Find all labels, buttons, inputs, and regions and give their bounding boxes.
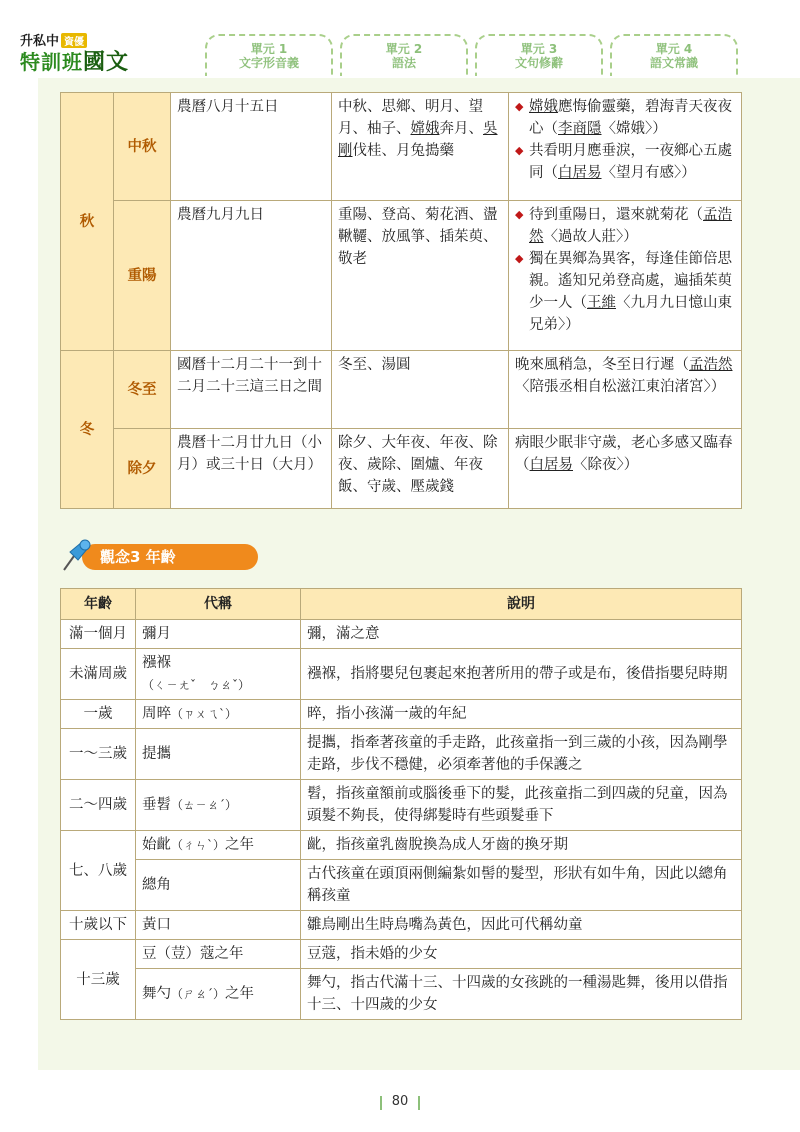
table-row: 十三歲 豆（荳）蔻之年 豆蔻，指未婚的少女 [61,940,742,969]
tab-unit-3[interactable]: 單元 3 文句修辭 [475,34,603,76]
festival-poems [509,93,742,201]
festival-date: 農曆九月九日 [171,201,332,351]
table-row [61,351,742,429]
festival-customs: 除夕、大年夜、年夜、除夜、歲除、圍爐、年夜飯、守歲、壓歲錢 [332,429,509,509]
table-row [61,429,742,509]
festival-customs: 中秋、思鄉、明月、望月、柚子、嫦娥奔月、吳剛伐桂、月兔搗藥 [332,93,509,201]
festival-table [60,92,742,509]
poem-item: ◆ 嫦娥應悔偷靈藥，碧海青天夜夜心（李商隱〈嫦娥〉） [515,96,735,140]
unit-tabs [205,34,800,78]
brand-badge: 資優 [61,33,87,48]
festival-poems: 晚來風稍急，冬至日行遲（孟浩然〈陪張丞相自松滋江東泊渚宮〉） [509,351,742,429]
festival-name: 中秋 [114,93,171,201]
festival-date: 國曆十二月二十一到十二月二十三這三日之間 [171,351,332,429]
table-row: 七、八歲 始齔（ㄔㄣˋ）之年 齔，指孩童乳齒脫換為成人牙齒的換牙期 [61,831,742,860]
table-row: 滿一個月 彌月 彌，滿之意 [61,620,742,649]
table-row: 未滿周歲 襁褓 （ㄑㄧㄤˇ ㄅㄠˇ） 襁褓，指將嬰兒包裹起來抱著所用的帶子或是布，後借指嬰兒時期 [61,649,742,700]
tab-unit-2[interactable]: 單元 2 語法 [340,34,468,76]
festival-name: 冬至 [114,351,171,429]
table-row: 總角 古代孩童在頭頂兩側編紮如髻的髮型，形狀有如牛角，因此以總角稱孩童 [61,860,742,911]
table-row: 舞勺（ㄕㄠˊ）之年 舞勺，指古代滿十三、十四歲的女孩跳的一種湯匙舞，後用以借指十三、十四歲的少女 [61,969,742,1020]
poem-item: ◆ 共看明月應垂淚，一夜鄉心五處同（白居易〈望月有感〉） [515,140,735,184]
festival-customs: 重陽、登高、菊花酒、盪鞦韆、放風箏、插茱萸、敬老 [332,201,509,351]
festival-name: 除夕 [114,429,171,509]
column-header-age: 年齡 [61,589,136,620]
column-header-name: 代稱 [136,589,301,620]
brand-prefix: 升私中 [20,34,60,49]
tab-unit-4[interactable]: 單元 4 語文常識 [610,34,738,76]
page-header [0,0,800,80]
festival-date: 農曆八月十五日 [171,93,332,201]
concept-label: 觀念3 年齡 [82,544,258,570]
concept-heading [58,538,268,578]
table-row: 二～四歲 垂髫（ㄊㄧㄠˊ） 髫，指孩童額前或腦後垂下的髮，此孩童指二到四歲的兒童，因為頭髮不夠長，使得綁髮時有些頭髮垂下 [61,780,742,831]
page-footer [0,1070,800,1132]
season-autumn: 秋 [61,93,114,351]
poem-item: ◆ 獨在異鄉為異客，每逢佳節倍思親。遙知兄弟登高處，遍插茱萸少一人（王維〈九月九日憶山東兄弟〉） [515,248,735,336]
table-header-row [61,589,742,620]
tab-unit-1[interactable]: 單元 1 文字形音義 [205,34,333,76]
page-number: 80 [378,1094,422,1109]
column-header-desc: 說明 [301,589,742,620]
table-row: 十歲以下 黃口 雛鳥剛出生時鳥嘴為黃色，因此可代稱幼童 [61,911,742,940]
age-table [60,588,742,1020]
festival-poems [509,201,742,351]
season-winter: 冬 [61,351,114,509]
brand-subject: 國文 [83,50,130,75]
brand-series: 特訓班 [20,50,83,74]
brand-logo [20,30,170,75]
table-row [61,93,742,201]
festival-date: 農曆十二月廿九日（小月）或三十日（大月） [171,429,332,509]
table-row: 一～三歲 提攜 提攜，指牽著孩童的手走路，此孩童指一到三歲的小孩，因為剛學走路，步伐不穩健，必須牽著他的手保護之 [61,729,742,780]
festival-customs: 冬至、湯圓 [332,351,509,429]
festival-name: 重陽 [114,201,171,351]
poem-item: ◆ 待到重陽日，還來就菊花（孟浩然〈過故人莊〉） [515,204,735,248]
table-row: 一歲 周晬（ㄗㄨㄟˋ） 晬，指小孩滿一歲的年紀 [61,700,742,729]
pushpin-icon [58,538,92,574]
festival-poems: 病眼少眠非守歲，老心多感又臨春（白居易〈除夜〉） [509,429,742,509]
table-row [61,201,742,351]
